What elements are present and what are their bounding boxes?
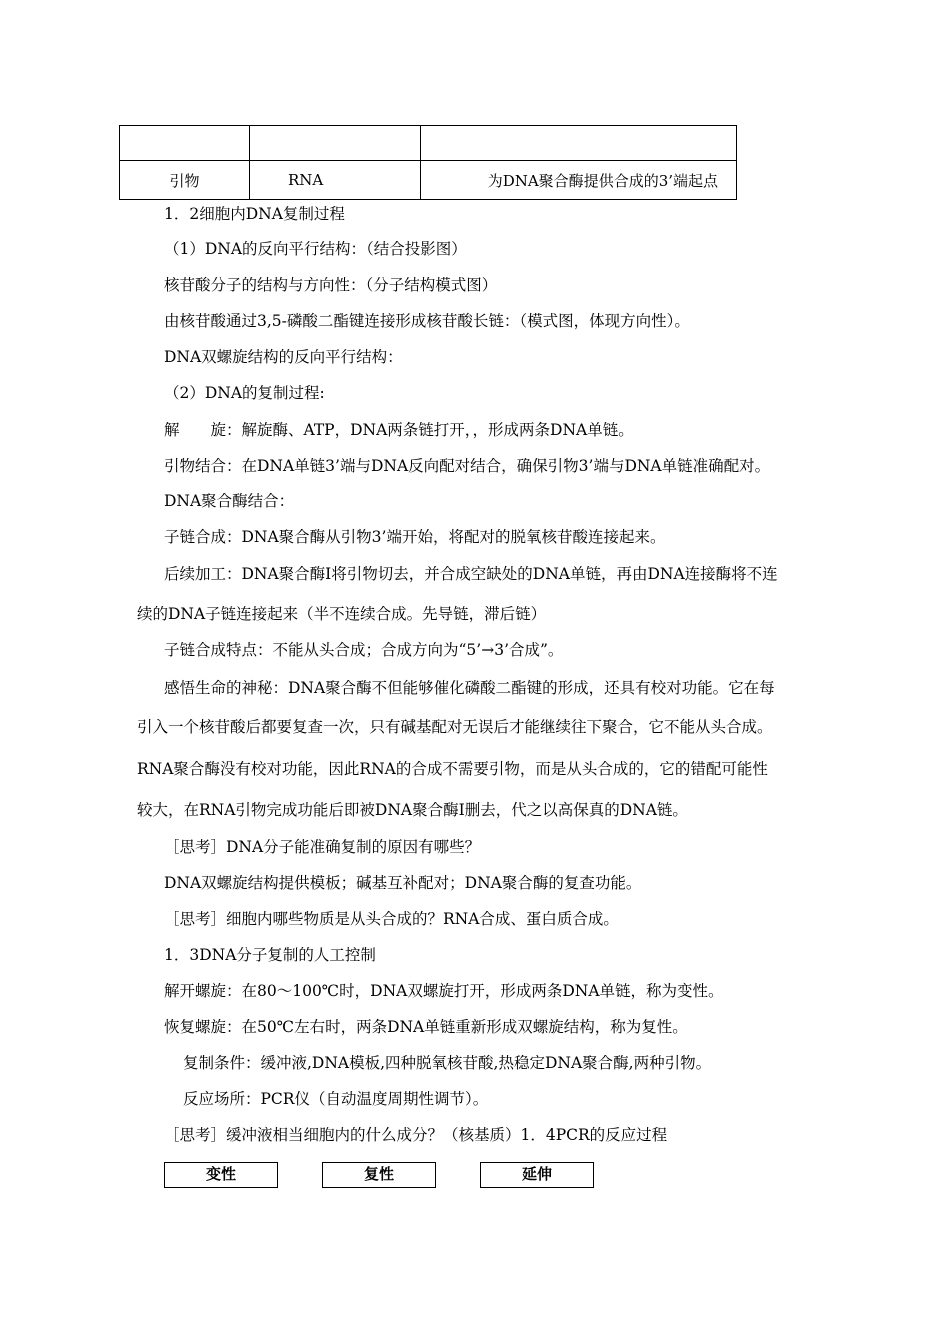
text-line: 续的DNA子链连接起来（半不连续合成。先导链，滞后链） bbox=[137, 605, 547, 623]
subsection-heading: （1）DNA的反向平行结构：（结合投影图） bbox=[164, 240, 467, 258]
text-line: RNA聚合酶没有校对功能，因此RNA的合成不需要引物，而是从头合成的，它的错配可能性 bbox=[137, 760, 768, 778]
table-row bbox=[120, 161, 737, 200]
table-cell-name: 引物 bbox=[120, 161, 250, 200]
text-line: 后续加工：DNA聚合酶Ⅰ将引物切去，并合成空缺处的DNA单链，再由DNA连接酶将不连 bbox=[164, 565, 778, 583]
text-line: DNA双螺旋结构提供模板；碱基互补配对；DNA聚合酶的复查功能。 bbox=[164, 874, 642, 892]
section-heading: 1．2细胞内DNA复制过程 bbox=[164, 205, 345, 223]
text-line: 子链合成：DNA聚合酶从引物3’端开始，将配对的脱氧核苷酸连接起来。 bbox=[164, 528, 666, 546]
text-line: DNA聚合酶结合： bbox=[164, 492, 295, 510]
step-box-denature: 变性 bbox=[164, 1162, 278, 1188]
subsection-heading: （2）DNA的复制过程: bbox=[164, 384, 325, 402]
text-line: 较大，在RNA引物完成功能后即被DNA聚合酶Ⅰ删去，代之以高保真的DNA链。 bbox=[137, 801, 688, 819]
table-cell bbox=[120, 126, 250, 161]
text-line: 感悟生命的神秘：DNA聚合酶不但能够催化磷酸二酯键的形成，还具有校对功能。它在每 bbox=[164, 679, 775, 697]
step-box-anneal: 复性 bbox=[322, 1162, 436, 1188]
text-line: 子链合成特点：不能从头合成；合成方向为“5’→3’合成”。 bbox=[164, 641, 564, 659]
text-line: 由核苷酸通过3,5-磷酸二酯键连接形成核苷酸长链：（模式图，体现方向性）。 bbox=[164, 312, 690, 330]
step-box-extend: 延伸 bbox=[480, 1162, 594, 1188]
text-line: 恢复螺旋：在50℃左右时，两条DNA单链重新形成双螺旋结构，称为复性。 bbox=[164, 1018, 688, 1036]
table-cell bbox=[421, 126, 737, 161]
text-line: 解开螺旋：在80～100℃时，DNA双螺旋打开，形成两条DNA单链，称为变性。 bbox=[164, 982, 724, 1000]
text-line: 复制条件：缓冲液,DNA模板,四种脱氧核苷酸,热稳定DNA聚合酶,两种引物。 bbox=[183, 1054, 712, 1072]
primer-table bbox=[119, 125, 737, 200]
text-line: ［思考］细胞内哪些物质是从头合成的？RNA合成、蛋白质合成。 bbox=[164, 910, 619, 928]
text-line: ［思考］DNA分子能准确复制的原因有哪些？ bbox=[164, 838, 481, 856]
table-cell-type: RNA bbox=[250, 161, 421, 200]
table-row bbox=[120, 126, 737, 161]
text-line: 引物结合：在DNA单链3’端与DNA反向配对结合，确保引物3’端与DNA单链准确配对。 bbox=[164, 457, 771, 475]
text-line: 反应场所：PCR仪（自动温度周期性调节）。 bbox=[183, 1090, 489, 1108]
text-line: ［思考］缓冲液相当细胞内的什么成分？（核基质）1．4PCR的反应过程 bbox=[164, 1126, 668, 1144]
table-cell bbox=[250, 126, 421, 161]
table-cell-function: 为DNA聚合酶提供合成的3’端起点 bbox=[421, 161, 737, 200]
text-line: 引入一个核苷酸后都要复查一次，只有碱基配对无误后才能继续往下聚合，它不能从头合成。 bbox=[137, 718, 773, 736]
text-line: 核苷酸分子的结构与方向性：（分子结构模式图） bbox=[164, 276, 498, 294]
text-line: DNA双螺旋结构的反向平行结构： bbox=[164, 348, 403, 366]
section-heading: 1．3DNA分子复制的人工控制 bbox=[164, 946, 376, 964]
text-line: 解 旋：解旋酶、ATP，DNA两条链打开，，形成两条DNA单链。 bbox=[164, 421, 634, 439]
